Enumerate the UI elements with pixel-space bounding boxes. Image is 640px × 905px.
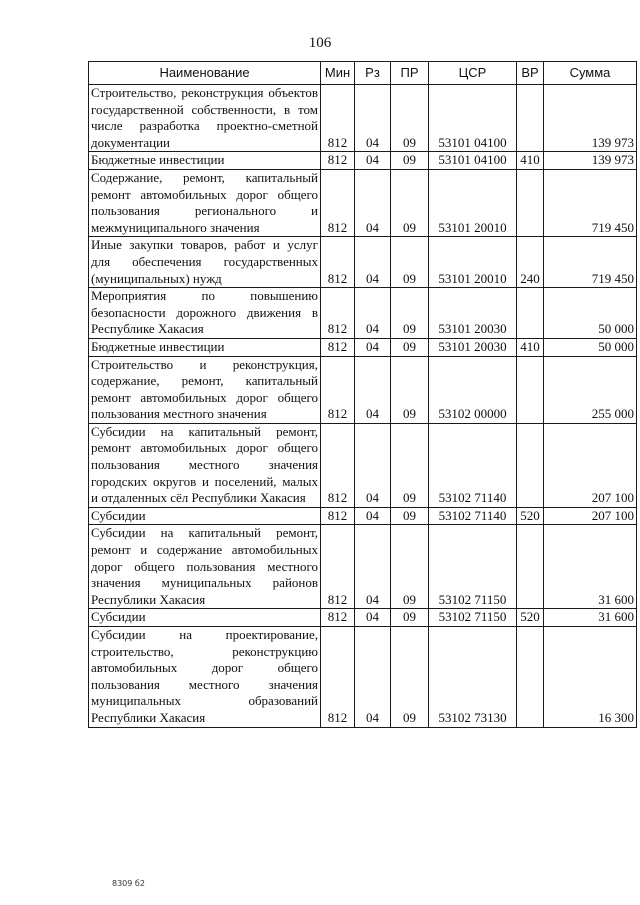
cell-rz: 04 (355, 356, 391, 423)
cell-sum: 207 100 (544, 423, 637, 507)
cell-min: 812 (321, 423, 355, 507)
cell-vr (517, 356, 544, 423)
cell-csr: 53101 04100 (429, 85, 517, 152)
cell-vr (517, 423, 544, 507)
cell-sum: 139 973 (544, 152, 637, 170)
cell-pr: 09 (391, 507, 429, 525)
cell-csr: 53101 04100 (429, 152, 517, 170)
cell-sum: 207 100 (544, 507, 637, 525)
table-row (89, 525, 637, 609)
cell-rz: 04 (355, 288, 391, 339)
cell-rz: 04 (355, 609, 391, 627)
cell-min: 812 (321, 169, 355, 236)
table-row (89, 85, 637, 152)
cell-vr: 520 (517, 609, 544, 627)
cell-name: Бюджетные инвестиции (89, 338, 321, 356)
cell-csr: 53102 71140 (429, 507, 517, 525)
cell-sum: 255 000 (544, 356, 637, 423)
cell-pr: 09 (391, 85, 429, 152)
cell-sum: 139 973 (544, 85, 637, 152)
cell-name: Строительство и реконструкция, содержание, ремонт, капитальный ремонт автомобильных дорог общего пользования местного значения (89, 356, 321, 423)
cell-rz: 04 (355, 169, 391, 236)
table-row (89, 237, 637, 288)
cell-min: 812 (321, 525, 355, 609)
footer-code: 8309 б2 (112, 879, 145, 888)
cell-csr: 53101 20010 (429, 169, 517, 236)
table-row (89, 169, 637, 236)
cell-vr: 410 (517, 152, 544, 170)
cell-pr: 09 (391, 525, 429, 609)
table-row (89, 507, 637, 525)
cell-sum: 719 450 (544, 169, 637, 236)
cell-name: Субсидии на капитальный ремонт, ремонт автомобильных дорог общего пользования местного значения городских округов и поселений, малых и отдаленных сёл Республики Хакасия (89, 423, 321, 507)
cell-rz: 04 (355, 507, 391, 525)
cell-csr: 53101 20010 (429, 237, 517, 288)
cell-vr (517, 288, 544, 339)
cell-rz: 04 (355, 423, 391, 507)
table-row (89, 609, 637, 627)
cell-vr: 520 (517, 507, 544, 525)
cell-name: Бюджетные инвестиции (89, 152, 321, 170)
header-rz: Рз (355, 62, 391, 85)
header-name: Наименование (89, 62, 321, 85)
cell-vr: 240 (517, 237, 544, 288)
table-header-row (89, 62, 637, 85)
header-pr: ПР (391, 62, 429, 85)
header-sum: Сумма (544, 62, 637, 85)
cell-sum: 50 000 (544, 338, 637, 356)
cell-vr (517, 169, 544, 236)
cell-pr: 09 (391, 288, 429, 339)
cell-pr: 09 (391, 152, 429, 170)
cell-name: Мероприятия по повышению безопасности дорожного движения в Республике Хакасия (89, 288, 321, 339)
cell-rz: 04 (355, 237, 391, 288)
cell-vr: 410 (517, 338, 544, 356)
table-row (89, 423, 637, 507)
cell-sum: 50 000 (544, 288, 637, 339)
cell-rz: 04 (355, 85, 391, 152)
cell-name: Содержание, ремонт, капитальный ремонт автомобильных дорог общего пользования регионального и межмуниципального значения (89, 169, 321, 236)
cell-min: 812 (321, 152, 355, 170)
cell-csr: 53102 71150 (429, 609, 517, 627)
header-csr: ЦСР (429, 62, 517, 85)
table-row (89, 627, 637, 728)
table-row (89, 288, 637, 339)
cell-min: 812 (321, 609, 355, 627)
cell-min: 812 (321, 85, 355, 152)
cell-pr: 09 (391, 169, 429, 236)
cell-name: Строительство, реконструкция объектов государственной собственности, в том числе разработка проектно-сметной документации (89, 85, 321, 152)
cell-csr: 53101 20030 (429, 288, 517, 339)
cell-csr: 53102 73130 (429, 627, 517, 728)
cell-rz: 04 (355, 525, 391, 609)
cell-rz: 04 (355, 338, 391, 356)
cell-pr: 09 (391, 338, 429, 356)
table-row (89, 152, 637, 170)
table-row (89, 356, 637, 423)
cell-name: Субсидии на капитальный ремонт, ремонт и содержание автомобильных дорог общего пользования местного значения муниципальных районов Республики Хакасия (89, 525, 321, 609)
cell-sum: 16 300 (544, 627, 637, 728)
budget-table (88, 61, 637, 728)
cell-sum: 31 600 (544, 609, 637, 627)
cell-csr: 53101 20030 (429, 338, 517, 356)
cell-name: Субсидии (89, 609, 321, 627)
cell-csr: 53102 71150 (429, 525, 517, 609)
cell-min: 812 (321, 627, 355, 728)
cell-name: Субсидии на проектирование, строительство, реконструкцию автомобильных дорог общего пользования местного значения муниципальных образований Республики Хакасия (89, 627, 321, 728)
cell-vr (517, 525, 544, 609)
cell-rz: 04 (355, 627, 391, 728)
table-row (89, 338, 637, 356)
header-min: Мин (321, 62, 355, 85)
cell-pr: 09 (391, 237, 429, 288)
cell-sum: 719 450 (544, 237, 637, 288)
cell-pr: 09 (391, 423, 429, 507)
cell-csr: 53102 71140 (429, 423, 517, 507)
page-number: 106 (308, 35, 332, 51)
cell-csr: 53102 00000 (429, 356, 517, 423)
cell-pr: 09 (391, 627, 429, 728)
cell-min: 812 (321, 338, 355, 356)
cell-vr (517, 85, 544, 152)
cell-name: Субсидии (89, 507, 321, 525)
header-vr: ВР (517, 62, 544, 85)
cell-min: 812 (321, 356, 355, 423)
cell-rz: 04 (355, 152, 391, 170)
cell-name: Иные закупки товаров, работ и услуг для обеспечения государственных (муниципальных) нужд (89, 237, 321, 288)
cell-pr: 09 (391, 356, 429, 423)
cell-min: 812 (321, 507, 355, 525)
cell-sum: 31 600 (544, 525, 637, 609)
cell-min: 812 (321, 288, 355, 339)
cell-pr: 09 (391, 609, 429, 627)
cell-vr (517, 627, 544, 728)
cell-min: 812 (321, 237, 355, 288)
